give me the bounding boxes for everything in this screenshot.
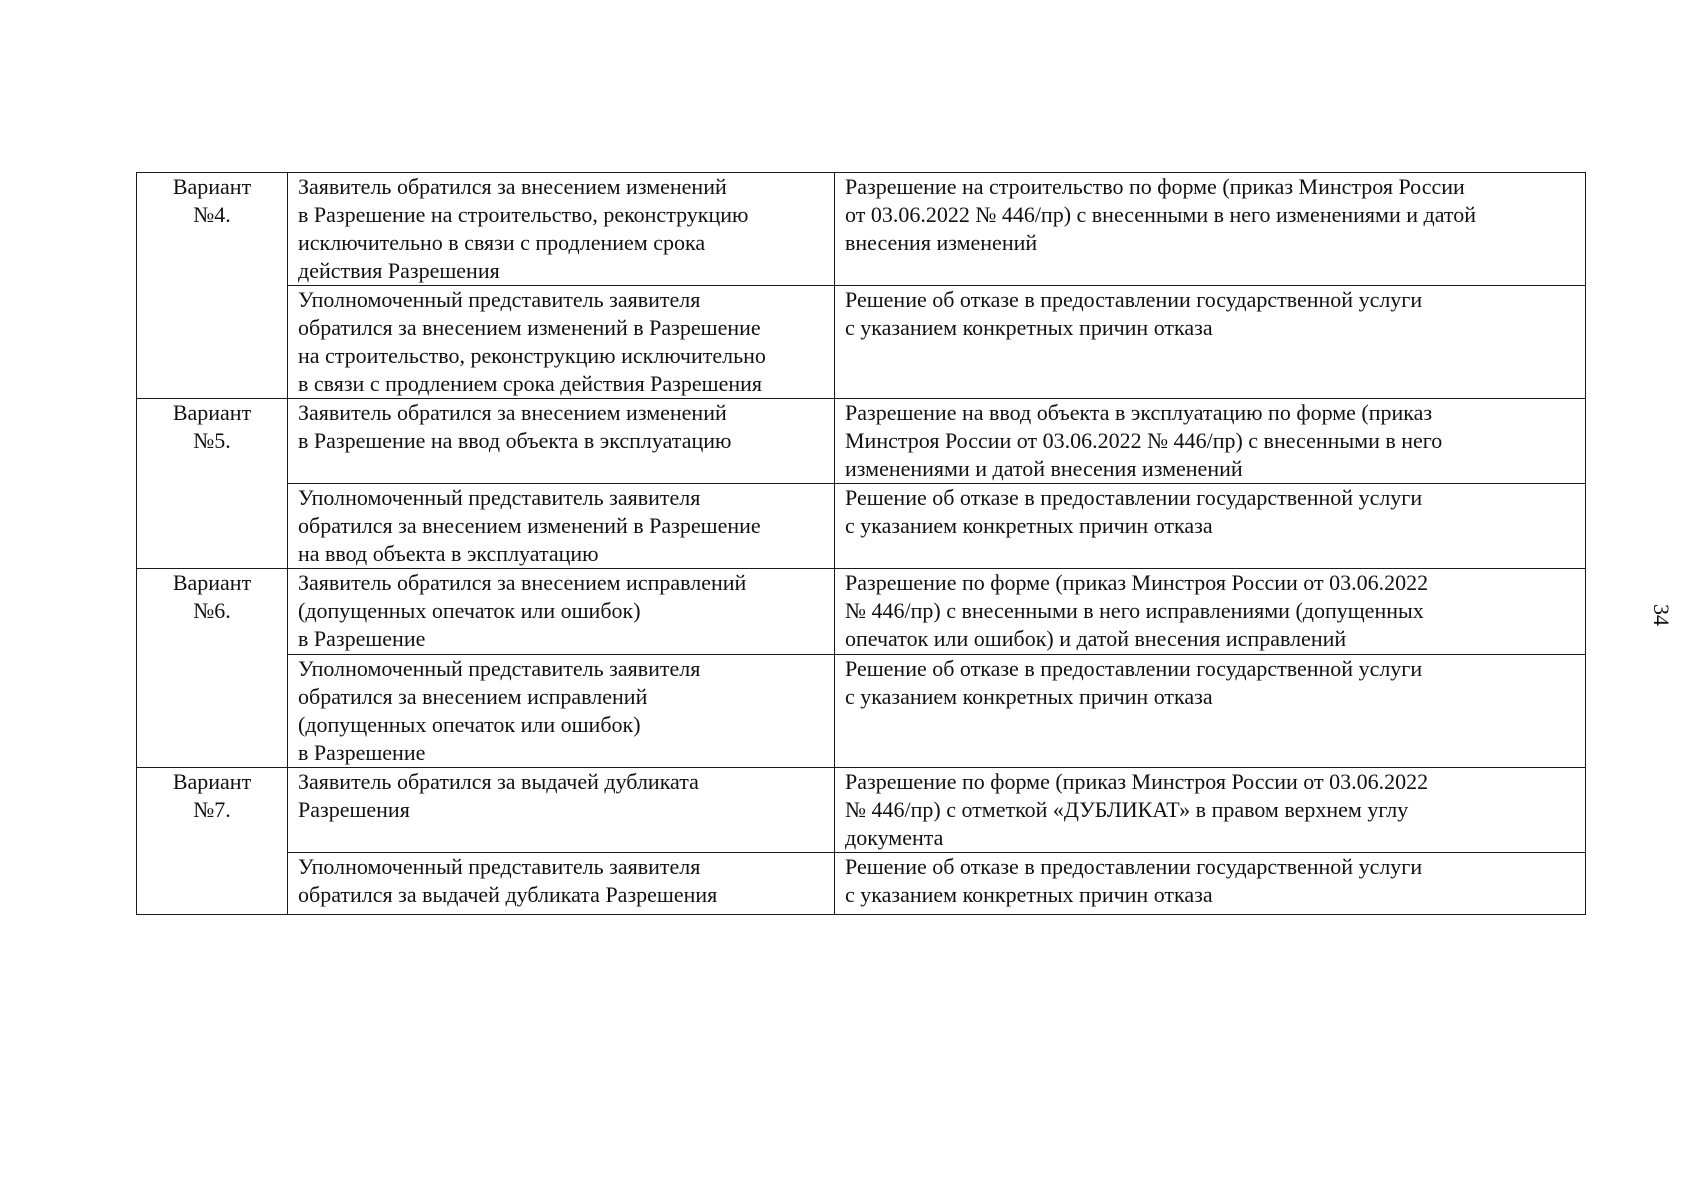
result-cell: [835, 853, 1586, 915]
table-row: [137, 569, 1586, 655]
condition-cell: [288, 853, 835, 915]
variant-label: Вариант №7.: [172, 769, 252, 822]
condition-text: Заявитель обратился за внесением изменений в Разрешение на ввод объекта в эксплуатацию: [298, 400, 732, 453]
condition-text: Заявитель обратился за внесением изменений в Разрешение на строительство, реконструкцию исключительно в связи с продлением срока действия Разрешения: [298, 174, 749, 283]
result-text: Решение об отказе в предоставлении государственной услуги с указанием конкретных причин отказа: [845, 656, 1423, 709]
result-cell: [835, 286, 1586, 399]
page-number: 34: [1649, 604, 1674, 626]
result-text: Разрешение по форме (приказ Минстроя России от 03.06.2022 № 446/пр) с отметкой «ДУБЛИКАТ» в правом верхнем углу документа: [845, 769, 1429, 850]
variant-label-cell: [137, 768, 288, 915]
condition-cell: [288, 173, 835, 286]
condition-cell: [288, 484, 835, 569]
table-row: [137, 173, 1586, 286]
result-cell: [835, 173, 1586, 286]
result-cell: [835, 484, 1586, 569]
table-row: [137, 853, 1586, 915]
result-text: Разрешение на строительство по форме (приказ Минстроя России от 03.06.2022 № 446/пр) с внесенными в него изменениями и датой внесения изменений: [845, 174, 1476, 255]
variant-label: Вариант №5.: [172, 400, 252, 453]
condition-text: Уполномоченный представитель заявителя обратился за внесением изменений в Разрешение на ввод объекта в эксплуатацию: [298, 485, 761, 566]
variant-label-cell: [137, 173, 288, 399]
result-text: Решение об отказе в предоставлении государственной услуги с указанием конкретных причин отказа: [845, 854, 1423, 907]
condition-cell: [288, 399, 835, 484]
variant-label: Вариант №6.: [172, 570, 252, 623]
condition-text: Уполномоченный представитель заявителя обратился за внесением исправлений (допущенных опечаток или ошибок) в Разрешение: [298, 656, 701, 765]
condition-text: Уполномоченный представитель заявителя обратился за внесением изменений в Разрешение на строительство, реконструкцию исключительно в связи с продлением срока действия Разрешения: [298, 287, 766, 396]
result-text: Решение об отказе в предоставлении государственной услуги с указанием конкретных причин отказа: [845, 485, 1423, 538]
variant-label-cell: [137, 399, 288, 569]
result-text: Решение об отказе в предоставлении государственной услуги с указанием конкретных причин отказа: [845, 287, 1423, 340]
table-row: [137, 655, 1586, 768]
result-cell: [835, 768, 1586, 853]
table-row: [137, 399, 1586, 484]
condition-cell: [288, 655, 835, 768]
condition-cell: [288, 768, 835, 853]
condition-text: Заявитель обратился за выдачей дубликата Разрешения: [298, 769, 699, 822]
result-text: Разрешение по форме (приказ Минстроя России от 03.06.2022 № 446/пр) с внесенными в него исправлениями (допущенных опечаток или ошибок) и датой внесения исправлений: [845, 570, 1429, 651]
result-cell: [835, 399, 1586, 484]
result-cell: [835, 569, 1586, 655]
condition-cell: [288, 286, 835, 399]
table-row: [137, 286, 1586, 399]
table-row: [137, 484, 1586, 569]
condition-cell: [288, 569, 835, 655]
condition-text: Заявитель обратился за внесением исправлений (допущенных опечаток или ошибок) в Разрешение: [298, 570, 747, 651]
condition-text: Уполномоченный представитель заявителя обратился за выдачей дубликата Разрешения: [298, 854, 718, 907]
result-cell: [835, 655, 1586, 768]
variant-label-cell: [137, 569, 288, 768]
variants-table: [136, 172, 1586, 915]
result-text: Разрешение на ввод объекта в эксплуатацию по форме (приказ Минстроя России от 03.06.2022 № 446/пр) с внесенными в него изменениями и датой внесения изменений: [845, 400, 1443, 481]
variant-label: Вариант №4.: [172, 174, 252, 227]
table-row: [137, 768, 1586, 853]
